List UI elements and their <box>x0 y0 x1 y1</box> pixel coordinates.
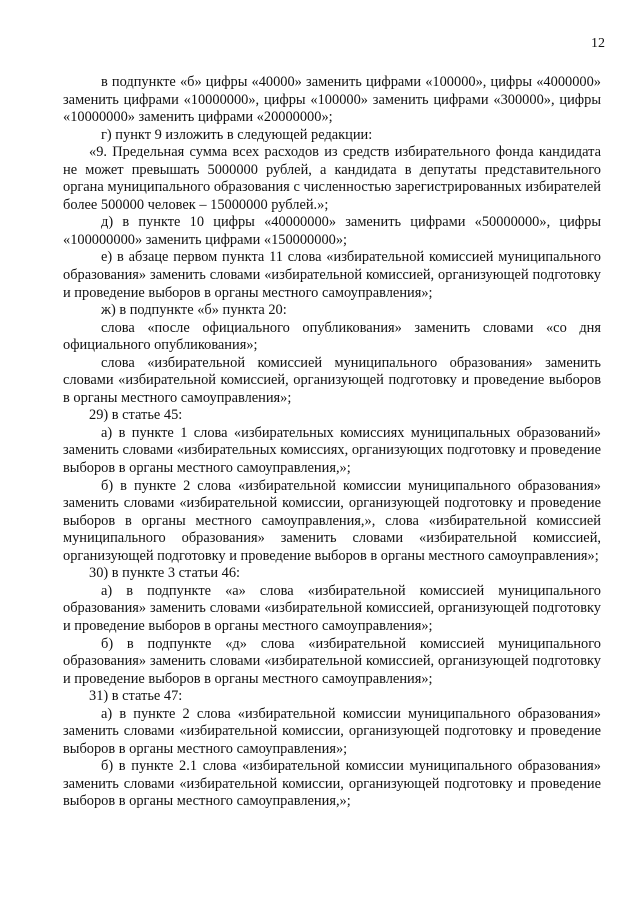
paragraph: в подпункте «б» цифры «40000» заменить цифрами «100000», цифры «4000000» заменить цифрами «10000000», цифры «100000» заменить цифрами «300000», цифры «10000000» заменить цифрами «20000000»; <box>63 74 601 126</box>
paragraph: 29) в статье 45: <box>89 407 183 424</box>
paragraph: «9. Предельная сумма всех расходов из средств избирательного фонда кандидата не может превышать 5000000 рублей, а кандидата в депутаты представительного органа муниципального образования с численностью зарегистрированных избирателей более 500000 человек – 15000000 рублей.»; <box>63 144 601 213</box>
paragraph: г) пункт 9 изложить в следующей редакции: <box>101 126 373 143</box>
paragraph: 31) в статье 47: <box>89 688 183 705</box>
document-body <box>63 74 601 811</box>
paragraph: а) в подпункте «а» слова «избирательной комиссией муниципального образования» заменить словами «избирательной комиссией, организующей подготовку и проведение выборов в органы местного самоуправления»; <box>63 582 601 634</box>
paragraph: 30) в пункте 3 статьи 46: <box>89 565 241 582</box>
paragraph: ж) в подпункте «б» пункта 20: <box>101 302 287 319</box>
paragraph: д) в пункте 10 цифры «40000000» заменить цифрами «50000000», цифры «100000000» заменить цифрами «150000000»; <box>63 214 601 248</box>
paragraph: б) в пункте 2.1 слова «избирательной комиссии муниципального образования» заменить словами «избирательной комиссии, организующей подготовку и проведение выборов в органы местного самоуправления,»; <box>63 758 601 810</box>
paragraph: б) в пункте 2 слова «избирательной комиссии муниципального образования» заменить словами «избирательной комиссии, организующей подготовку и проведение выборов в органы местного самоуправления,», слова «избирательной комиссией муниципального образования» заменить словами «избирательной комиссией, организующей подготовку и проведение выборов в органы местного самоуправления»; <box>63 477 601 564</box>
paragraph: слова «избирательной комиссией муниципального образования» заменить словами «избирательной комиссией, организующей подготовку и проведение выборов в органы местного самоуправления»; <box>63 354 601 406</box>
paragraph: е) в абзаце первом пункта 11 слова «избирательной комиссией муниципального образования» заменить словами «избирательной комиссией, организующей подготовку и проведение выборов в органы местного самоуправления»; <box>63 249 601 301</box>
paragraph: а) в пункте 2 слова «избирательной комиссии муниципального образования» заменить словами «избирательной комиссии, организующей подготовку и проведение выборов в органы местного самоуправления»; <box>63 705 601 757</box>
paragraph: слова «после официального опубликования» заменить словами «со дня официального опубликования»; <box>63 319 601 354</box>
paragraph: а) в пункте 1 слова «избирательных комиссиях муниципальных образований» заменить словами «избирательных комиссиях, организующих подготовку и проведение выборов в органы местного самоуправления,»; <box>63 424 601 477</box>
paragraph: б) в подпункте «д» слова «избирательной комиссией муниципального образования» заменить словами «избирательной комиссией, организующей подготовку и проведение выборов в органы местного самоуправления»; <box>63 635 601 687</box>
page-number: 12 <box>591 36 605 51</box>
